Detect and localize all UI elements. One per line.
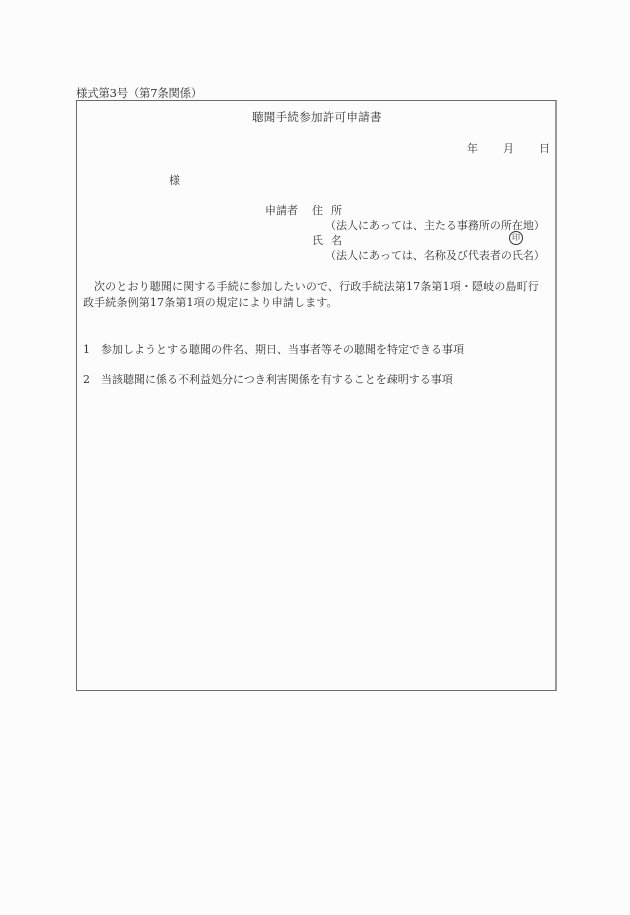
list-item bbox=[83, 341, 464, 357]
item-number: 2 bbox=[83, 373, 90, 386]
month-label: 月 bbox=[503, 142, 514, 155]
address-label: 住所 bbox=[312, 204, 350, 217]
body-paragraph: 次のとおり聴聞に関する手続に参加したいので、行政手続法第17条第1項・隠岐の島町行政手続条例第17条第1項の規定により申請します。 bbox=[83, 280, 539, 309]
name-note: （法人にあっては、名称及び代表者の氏名） bbox=[325, 249, 545, 262]
item-number: 1 bbox=[83, 343, 90, 356]
addressee-suffix: 様 bbox=[169, 174, 180, 187]
form-title: 聴聞手続参加許可申請書 bbox=[252, 110, 382, 124]
address-note: （法人にあっては、主たる事務所の所在地） bbox=[325, 219, 545, 232]
name-label: 氏名 bbox=[312, 234, 350, 247]
seal-icon: 印 bbox=[509, 231, 523, 245]
year-label: 年 bbox=[467, 142, 478, 155]
applicant-label: 申請者 bbox=[265, 204, 298, 217]
date-line bbox=[467, 140, 550, 156]
list-item bbox=[83, 371, 453, 387]
application-form-box bbox=[76, 100, 557, 691]
form-number: 様式第3号（第7条関係） bbox=[76, 86, 203, 100]
item-text: 参加しようとする聴聞の件名、期日、当事者等その聴聞を特定できる事項 bbox=[101, 343, 464, 356]
day-label: 日 bbox=[539, 142, 550, 155]
item-text: 当該聴聞に係る不利益処分につき利害関係を有することを疎明する事項 bbox=[101, 373, 453, 386]
